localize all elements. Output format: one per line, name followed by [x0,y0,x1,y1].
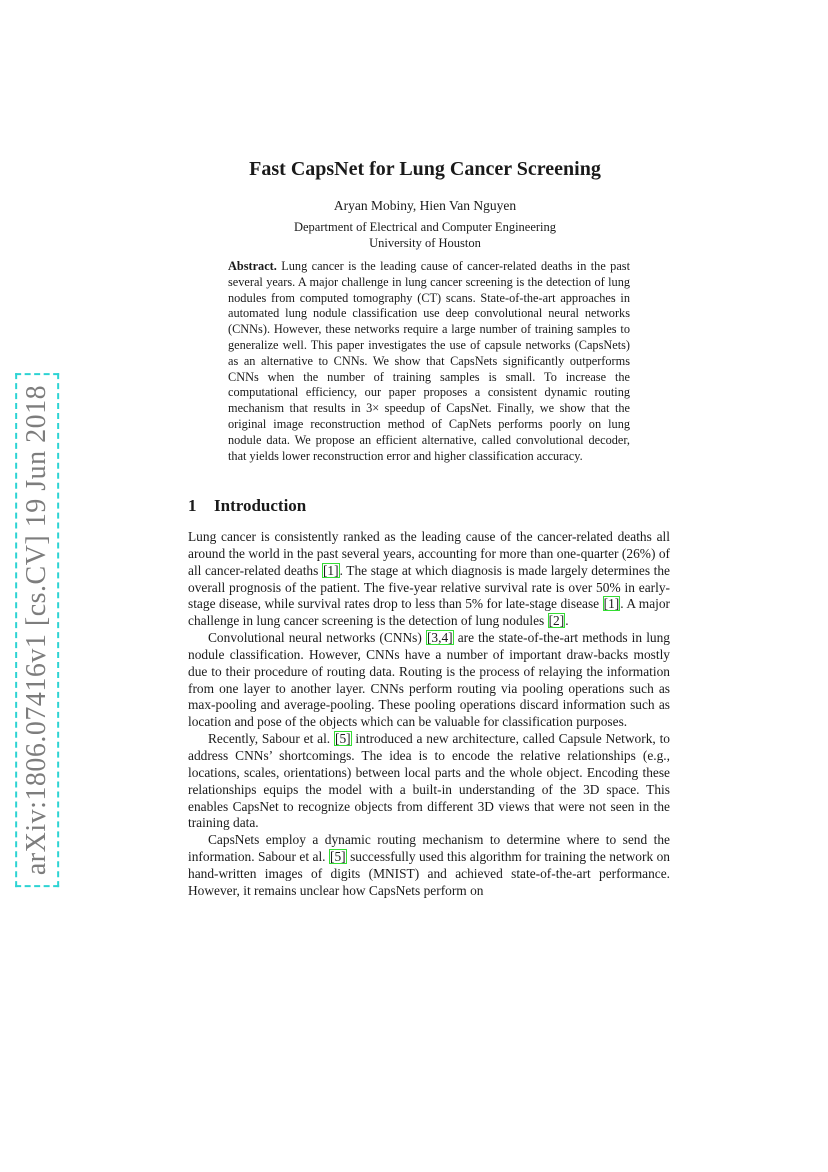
abstract-label: Abstract. [228,259,277,273]
paragraph-text: Recently, Sabour et al. [208,731,334,747]
paragraph-text: Lung cancer is consistently ranked as the leading cause of the cancer-related deaths all around the world in the past several years, accounting for more than one-quarter (26%) of all cancer-related deaths [188,529,670,578]
paragraph [188,529,670,630]
paragraph-text: introduced a new architecture, called Capsule Network, to address CNNs’ shortcomings. The idea is to encode the relative relationships (e.g., locations, scales, orientations) between local parts and the whole object. Encoding these relationships equips the model with a built-in understanding of the 3D space. This enables CapsNet to recognize objects from different 3D views that were not seen in the training data. [188,731,670,831]
paragraph [188,731,670,832]
paragraph-text: CapsNets employ a dynamic routing mechanism to determine where to send the information. Sabour et al. [188,832,670,865]
paragraph-text: Convolutional neural networks (CNNs) [208,630,426,646]
affiliation-department: Department of Electrical and Computer Engineering [293,220,557,234]
citation-link[interactable]: [5] [334,731,351,747]
paragraph-text: . The stage at which diagnosis is made largely determines the overall prognosis of the patient. The five-year relative survival rate is over 50% in early-stage disease, while survival rates drop to less than 5% for late-stage disease [188,562,670,612]
citation-link[interactable]: [5] [330,849,346,865]
citation-link[interactable]: [1] [322,562,339,578]
section-number: 1 [188,496,197,515]
arxiv-stamp[interactable] [14,340,60,920]
citation-link[interactable]: [2] [548,613,565,629]
paragraph-text: successfully used this algorithm for training the network on hand-written images of digits (MNIST) and achieved state-of-the-art performance. However, it remains unclear how CapsNets perform on [188,849,670,898]
paragraph-text: . [565,613,569,629]
citation-link[interactable]: [3,4] [426,630,453,646]
paragraph [188,832,670,899]
affiliation-university: University of Houston [369,236,481,250]
affiliation [200,219,650,251]
section-heading [188,496,306,516]
paragraph-text: are the state-of-the-art methods in lung nodule classification. However, CNNs have a number of important draw-backs mostly due to their procedure of routing data. Routing is the process of relaying the information from one layer to another layer. CNNs perform routing via pooling operations such as max-pooling and average-pooling. These pooling operations discard information such as location and pose of the objects which can be valuable for classification purposes. [188,630,670,730]
body-text [188,529,670,900]
paper-title: Fast CapsNet for Lung Cancer Screening [249,158,601,180]
author-list: Aryan Mobiny, Hien Van Nguyen [333,198,517,213]
citation-link[interactable]: [1] [603,596,620,612]
paragraph-text: . A major challenge in lung cancer screening is the detection of lung nodules [188,596,671,629]
arxiv-stamp-text[interactable]: arXiv:1806.07416v1 [cs.CV] 19 Jun 2018 [21,379,53,881]
paragraph [188,630,670,731]
abstract-text: Lung cancer is the leading cause of cancer-related deaths in the past several years. A major challenge in lung cancer screening is the detection of lung nodules from computed tomography (CT) scans. State-of-the-art approaches in automated lung nodule classification use deep convolutional neural networks (CNNs). However, these networks require a large number of training samples to generalize well. This paper investigates the use of capsule networks (CapsNets) as an alternative to CNNs. We show that CapsNets significantly outperforms CNNs when the number of training samples is small. To increase the computational efficiency, our paper proposes a consistent dynamic routing mechanism that results in 3× speedup of CapsNet. Finally, we show that the original image reconstruction method of CapNets performs poorly on lung nodule data. We propose an efficient alternative, called convolutional decoder, that yields lower reconstruction error and higher classification accuracy. [228,259,630,463]
abstract [228,259,630,464]
section-title: Introduction [214,496,307,515]
